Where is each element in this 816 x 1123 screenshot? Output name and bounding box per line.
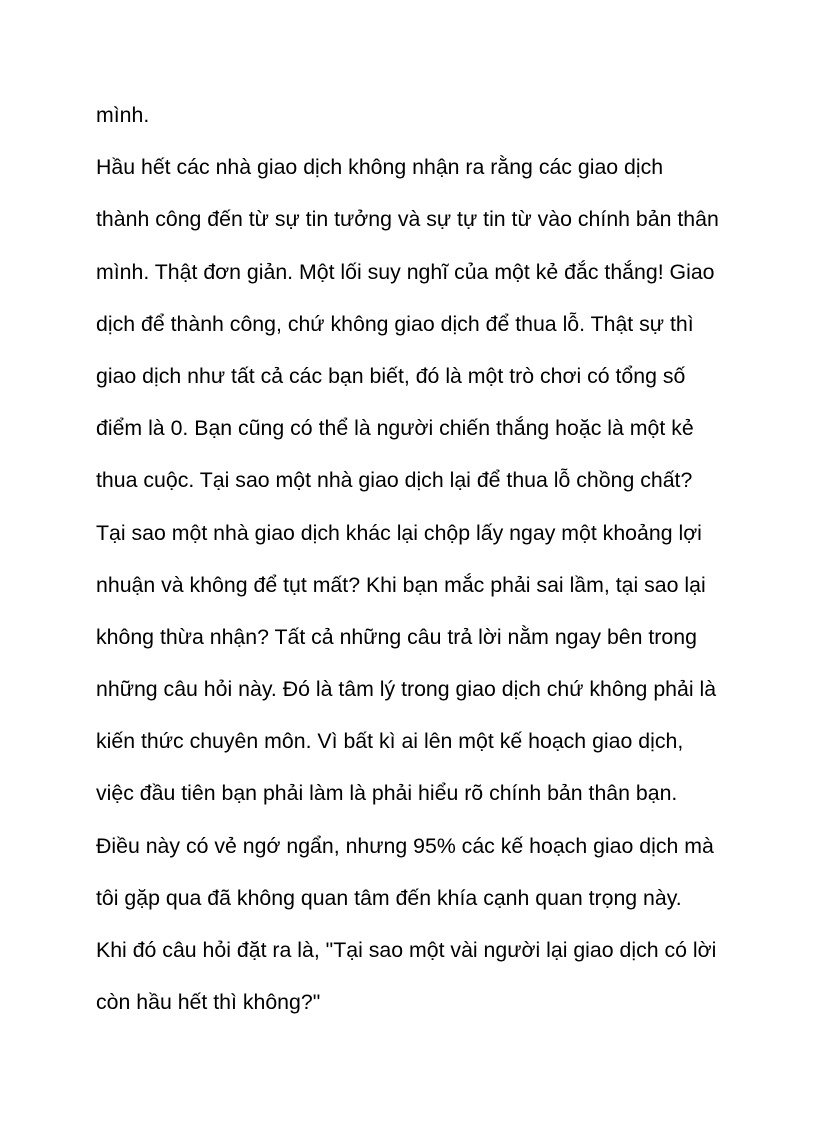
text-line-17: Khi đó câu hỏi đặt ra là, "Tại sao một vài người lại giao dịch có lời	[96, 938, 717, 962]
body-text	[96, 97, 736, 1036]
text-line-10: nhuận và không để tụt mất? Khi bạn mắc phải sai lầm, tại sao lại	[96, 572, 706, 597]
text-line-12: những câu hỏi này. Đó là tâm lý trong giao dịch chứ không phải là	[96, 677, 717, 702]
text-line-14: việc đầu tiên bạn phải làm là phải hiểu rõ chính bản thân bạn.	[96, 781, 678, 806]
text-line-18: còn hầu hết thì không?"	[96, 990, 321, 1015]
text-line-7: điểm là 0. Bạn cũng có thể là người chiến thắng hoặc là một kẻ	[96, 416, 694, 441]
text-line-13: kiến thức chuyên môn. Vì bất kì ai lên một kế hoạch giao dịch,	[96, 729, 684, 754]
text-line-3: thành công đến từ sự tin tưởng và sự tự tin từ vào chính bản thân	[96, 207, 719, 232]
text-line-6: giao dịch như tất cả các bạn biết, đó là một trò chơi có tổng số	[96, 363, 686, 388]
text-line-4: mình. Thật đơn giản. Một lối suy nghĩ của một kẻ đắc thắng! Giao	[96, 259, 715, 284]
text-line-8: thua cuộc. Tại sao một nhà giao dịch lại để thua lỗ chồng chất?	[96, 468, 693, 493]
text-line-15: Điều này có vẻ ngớ ngẩn, nhưng 95% các kế hoạch giao dịch mà	[96, 833, 714, 858]
text-line-1: mình.	[96, 103, 150, 127]
text-line-11: không thừa nhận? Tất cả những câu trả lời nằm ngay bên trong	[96, 624, 697, 649]
text-line-16: tôi gặp qua đã không quan tâm đến khía cạnh quan trọng này.	[96, 885, 682, 910]
text-line-2: Hầu hết các nhà giao dịch không nhận ra rằng các giao dịch	[96, 155, 664, 180]
text-line-9: Tại sao một nhà giao dịch khác lại chộp lấy ngay một khoảng lợi	[96, 520, 702, 545]
text-line-5: dịch để thành công, chứ không giao dịch để thua lỗ. Thật sự thì	[96, 311, 694, 336]
